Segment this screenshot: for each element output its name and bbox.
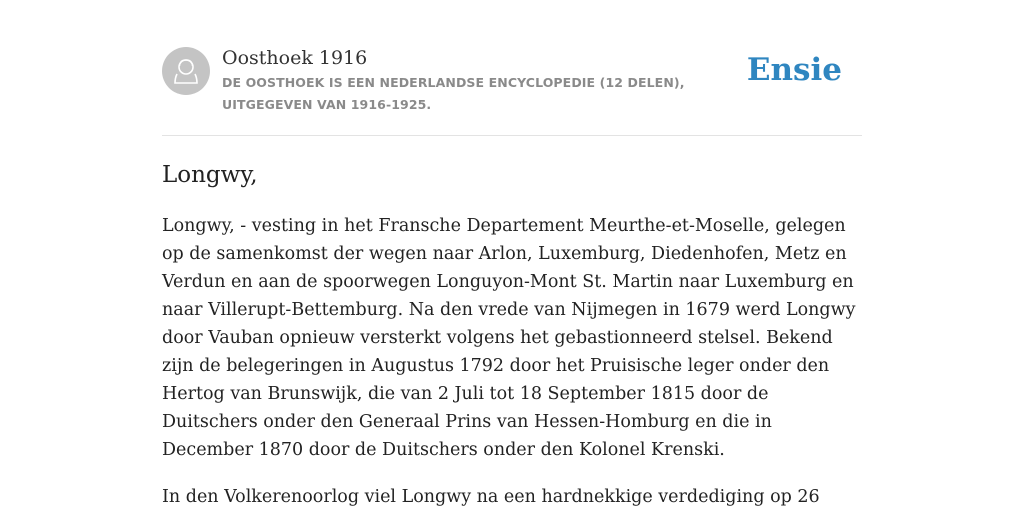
article-title: Longwy,	[162, 162, 258, 188]
article-paragraph: Longwy, - vesting in het Fransche Departement Meurthe-et-Moselle, gelegen op de samenkomst der wegen naar Arlon, Luxemburg, Diedenhofen, Metz en Verdun en aan de spoorwegen Longuyon-Mont St. Martin naar Luxemburg en naar Villerupt-Bettemburg. Na den vrede van Nijmegen in 1679 werd Longwy door Vauban opnieuw versterkt volgens het gebastionneerd stelsel. Bekend zijn de belegeringen in Augustus 1792 door het Pruisische leger onder den Hertog van Brunswijk, die van 2 Juli tot 18 September 1815 door de Duitschers onder den Generaal Prins van Hessen-Homburg en die in December 1870 door de Duitschers onder den Kolonel Krenski.	[162, 216, 856, 460]
article-body	[162, 212, 862, 512]
source-title[interactable]: Oosthoek 1916	[222, 47, 368, 69]
source-description: DE OOSTHOEK IS EEN NEDERLANDSE ENCYCLOPEDIE (12 DELEN), UITGEGEVEN VAN 1916-1925.	[222, 75, 685, 112]
article-paragraph: In den Volkerenoorlog viel Longwy na een hardnekkige verdediging op 26	[162, 487, 820, 507]
source-header	[162, 46, 862, 116]
header-divider	[162, 135, 862, 136]
brand-logo[interactable]: Ensie	[746, 52, 842, 88]
user-icon	[162, 47, 210, 95]
avatar[interactable]	[162, 47, 210, 95]
